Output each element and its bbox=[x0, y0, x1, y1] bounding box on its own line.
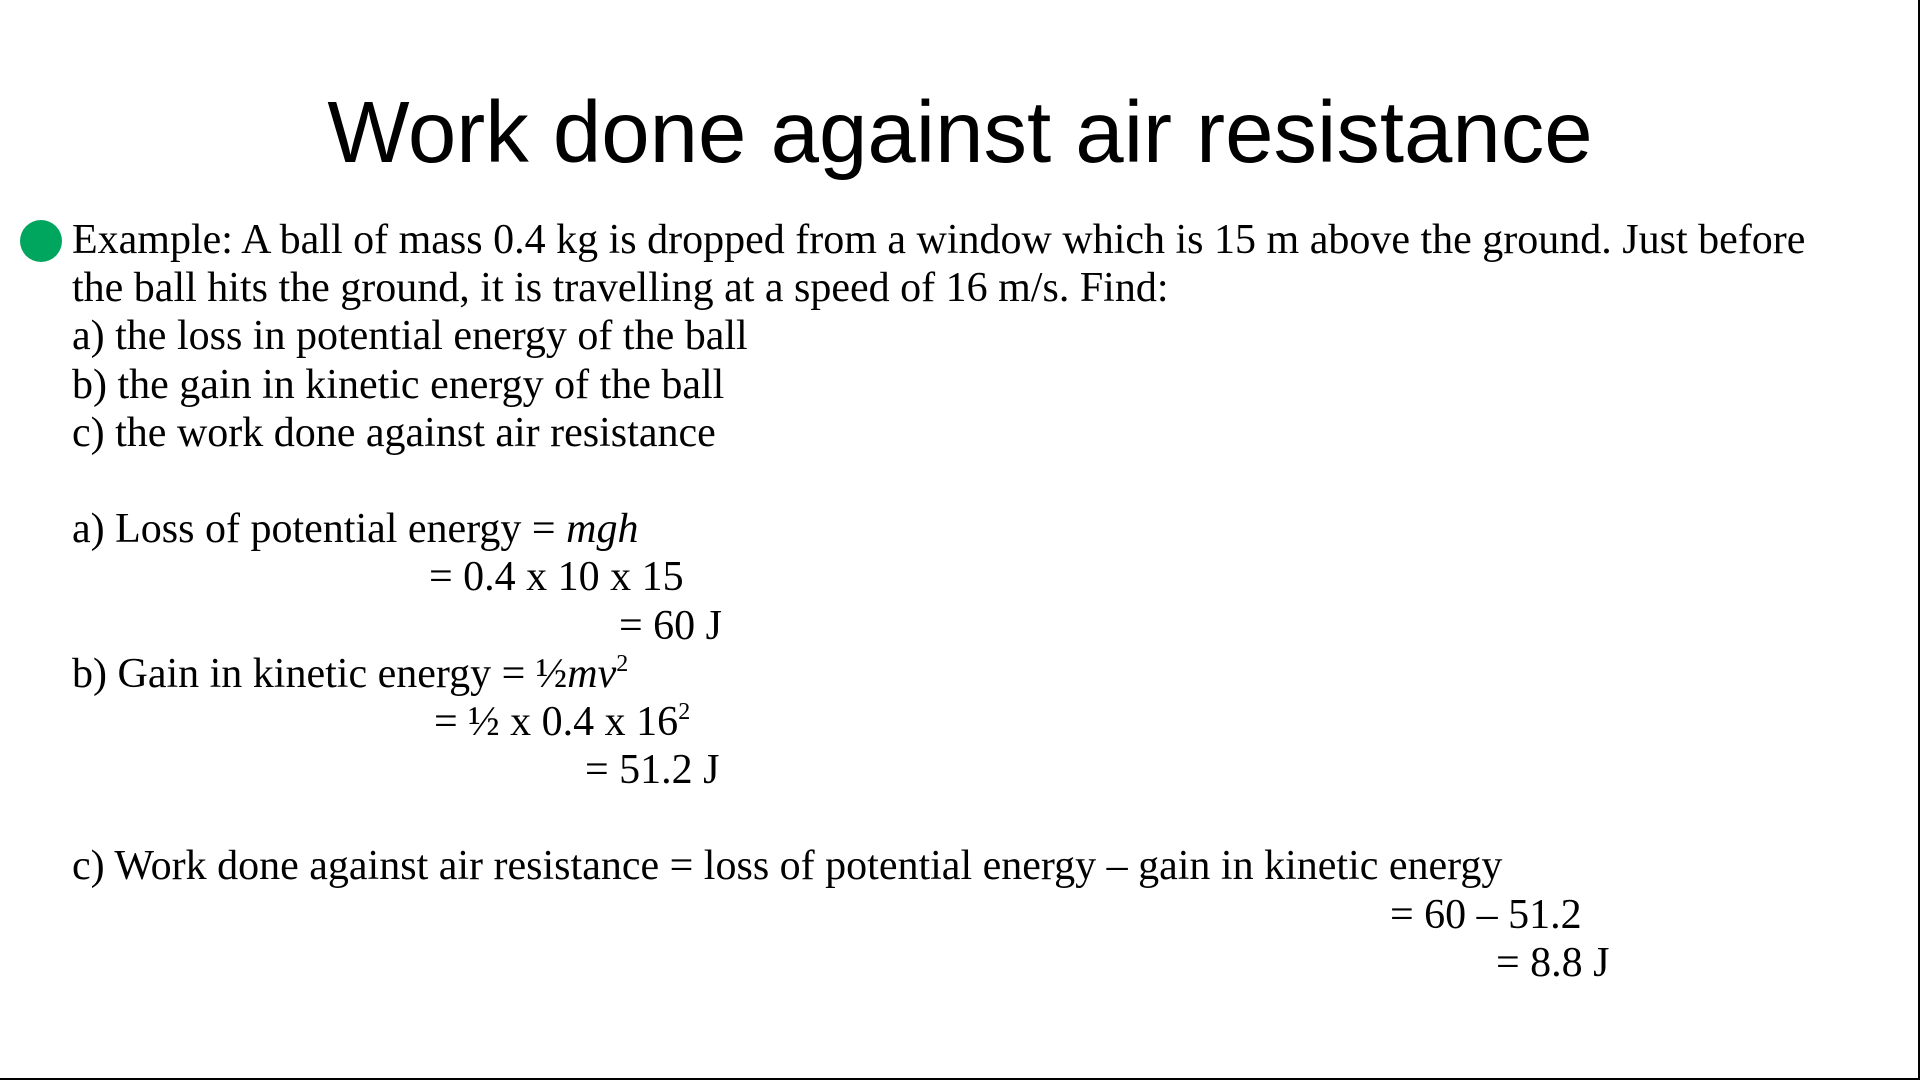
solution-a-step-1: = 0.4 x 10 x 15 bbox=[429, 554, 684, 601]
blank-line bbox=[72, 457, 1882, 505]
slide-title: Work done against air resistance bbox=[327, 84, 1593, 181]
solution-b-formula-exponent: 2 bbox=[616, 650, 629, 677]
solution-b-label: b) Gain in kinetic energy = ½ bbox=[72, 650, 568, 697]
solution-a-formula: mgh bbox=[566, 506, 639, 553]
solution-a-line bbox=[72, 505, 1882, 553]
solution-b-step-1-text: = ½ x 0.4 x 16 bbox=[434, 698, 679, 745]
solution-b-formula: mv bbox=[567, 650, 617, 697]
slide-body bbox=[72, 216, 1882, 987]
solution-b-line bbox=[72, 650, 1882, 698]
solution-c-line: c) Work done against air resistance = loss of potential energy – gain in kinetic energy bbox=[72, 843, 1503, 890]
problem-part-a: a) the loss in potential energy of the ball bbox=[72, 313, 748, 360]
problem-part-c: c) the work done against air resistance bbox=[72, 409, 716, 456]
solution-c-step-1: = 60 – 51.2 bbox=[1390, 891, 1582, 938]
solution-b-step-1-exponent: 2 bbox=[678, 698, 691, 725]
solution-a-label: a) Loss of potential energy = bbox=[72, 506, 567, 553]
solution-b-step-1 bbox=[72, 698, 1882, 746]
solution-a-step-2: = 60 J bbox=[619, 602, 723, 649]
problem-line-1: Example: A ball of mass 0.4 kg is dropped from a window which is 15 m above the ground. Just before bbox=[72, 217, 1806, 263]
problem-part-b: b) the gain in kinetic energy of the ball bbox=[72, 361, 725, 408]
solution-b-step-2: = 51.2 J bbox=[585, 747, 720, 794]
problem-line-2: the ball hits the ground, it is travelling at a speed of 16 m/s. Find: bbox=[72, 265, 1169, 312]
blank-line bbox=[72, 794, 1882, 842]
solution-c-step-2: = 8.8 J bbox=[1496, 939, 1610, 986]
bullet-dot-icon bbox=[20, 220, 62, 262]
